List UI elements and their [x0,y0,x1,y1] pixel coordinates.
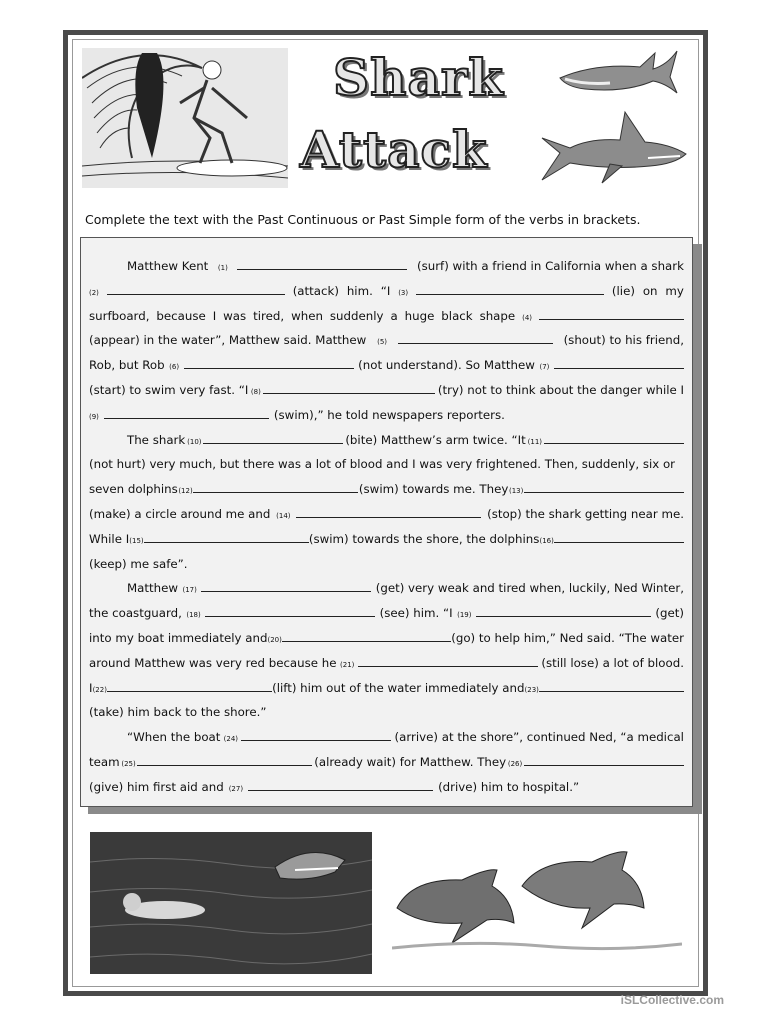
text-line [89,378,684,403]
answer-blank[interactable] [539,678,684,692]
answer-blank[interactable] [241,727,391,741]
answer-blank[interactable] [137,752,312,766]
text-segment: shape [479,308,516,323]
text-line [89,527,684,552]
surfer-drawing [82,48,288,188]
text-segment: (swim) towards the shore, the dolphins [308,531,540,546]
text-line [89,576,684,601]
text-segment: black [441,308,473,323]
gap-number: (13) [508,487,524,496]
gap-number: (16) [539,536,554,545]
answer-blank[interactable] [184,355,354,369]
text-line [89,725,684,750]
gap-number: (8) [250,387,261,396]
text-segment: “When the boat [127,730,221,745]
text-segment: (keep) me safe”. [89,556,188,571]
gap-number: (11) [527,437,543,446]
text-segment: (give) him first aid and [89,779,224,794]
shark-image-large [540,108,690,190]
gap-number: (23) [524,685,539,694]
gap-number: (20) [267,635,282,644]
answer-blank[interactable] [358,653,538,667]
answer-blank[interactable] [398,330,553,344]
text-segment: a [390,308,398,323]
answer-blank[interactable] [193,479,358,493]
gap-number: (27) [228,784,244,793]
text-segment: (not hurt) very much, but there was a lot of blood and I was very frightened. Then, suddenly, six or [89,457,676,472]
answer-blank[interactable] [205,603,375,617]
gap-number: (24) [223,735,239,744]
text-segment: when [291,308,323,323]
dolphins-photo [392,848,682,958]
answer-blank[interactable] [282,628,451,642]
text-segment: (get) [655,606,684,621]
gap-number: (14) [276,511,291,520]
text-line [89,403,684,428]
text-line [89,428,684,453]
gap-number: (4) [522,313,533,322]
text-line [89,279,684,304]
text-segment: (try) not to think about the danger while I [437,382,684,397]
gap-number: (17) [182,586,197,595]
answer-blank[interactable] [416,281,604,295]
text-segment: (swim),” he told newspapers reporters. [273,407,505,422]
text-line [89,304,684,329]
exercise-textbox [80,237,693,807]
text-line [89,502,684,527]
text-line [89,651,684,676]
answer-blank[interactable] [248,777,433,791]
title-attack: Attack [300,120,488,179]
text-segment: (lie) [611,283,635,298]
exercise-lines [89,254,684,800]
answer-blank[interactable] [104,405,269,419]
answer-blank[interactable] [539,306,684,320]
text-segment: around Matthew was very red because he [89,655,337,670]
text-line [89,750,684,775]
text-segment: (see) him. “I [379,606,453,621]
text-line [89,552,684,577]
answer-blank[interactable] [524,752,684,766]
gap-number: (25) [121,759,136,768]
text-segment: Rob, but Rob [89,358,165,373]
text-segment: seven dolphins [89,482,178,497]
text-segment: (take) him back to the shore.” [89,705,267,720]
gap-number: (19) [457,611,472,620]
gap-number: (10) [187,437,202,446]
gap-number: (12) [178,487,193,496]
text-segment: on [642,283,658,298]
answer-blank[interactable] [107,678,272,692]
answer-blank[interactable] [144,529,309,543]
text-segment: (start) to swim very fast. “I [89,382,249,397]
watermark-text: iSLCollective.com [620,993,724,1007]
text-segment: huge [404,308,435,323]
text-line [89,676,684,701]
text-segment: I [89,680,93,695]
text-segment: into my boat immediately and [89,630,268,645]
text-segment: (go) to help him,” Ned said. “The water [451,630,684,645]
text-segment: The shark [127,432,186,447]
text-segment: (lift) him out of the water immediately and [272,680,525,695]
answer-blank[interactable] [554,355,684,369]
text-segment: (shout) to his friend, [563,333,684,348]
text-segment: (surf) with a friend in California when a shark [416,259,684,273]
text-segment: (swim) towards me. They [358,482,509,497]
gap-number: (21) [340,660,355,669]
text-segment: “I [380,283,391,298]
text-line [89,601,684,626]
text-segment: was [223,308,247,323]
text-segment: surfboard, [89,308,150,323]
text-line [89,626,684,651]
gap-number: (15) [129,536,144,545]
text-segment: (drive) him to hospital.” [438,779,580,794]
gap-number: (18) [186,611,201,620]
text-segment: (appear) in the water”, Matthew said. Matthew [89,333,367,348]
gap-number: (6) [169,363,180,372]
gap-number: (9) [89,412,99,421]
text-line [89,452,684,477]
text-segment: (attack) [292,283,339,298]
text-segment: (stop) the shark getting near me. [487,506,684,521]
text-segment: Matthew Kent [127,259,209,273]
surfer-illustration [82,48,288,188]
title-shark: Shark [333,48,504,107]
text-segment: tired, [253,308,285,323]
answer-blank[interactable] [201,578,371,592]
swimmer-shark-photo [90,832,372,974]
text-segment: I [212,308,217,323]
text-segment: (still lose) a lot of blood. [541,655,684,670]
text-segment: my [665,283,684,298]
text-line [89,353,684,378]
text-segment: team [89,754,120,769]
shark-image-small [555,45,680,100]
gap-number: (7) [539,363,550,372]
text-segment: (arrive) at the shore”, continued Ned, “a medical [394,730,684,745]
answer-blank[interactable] [296,504,481,518]
instruction-text: Complete the text with the Past Continuous or Past Simple form of the verbs in brackets. [85,212,641,227]
text-segment: (not understand). So Matthew [358,358,535,373]
gap-number: (1) [217,264,228,272]
answer-blank[interactable] [263,380,435,394]
text-line [89,477,684,502]
gap-number: (2) [89,288,99,297]
text-line [89,700,684,725]
gap-number: (3) [398,288,409,297]
text-segment: (already wait) for Matthew. They [314,754,507,769]
text-segment: (make) a circle around me and [89,506,271,521]
text-segment: While I [89,531,130,546]
text-segment: suddenly [329,308,384,323]
answer-blank[interactable] [107,281,285,295]
gap-number: (22) [92,685,107,694]
answer-blank[interactable] [544,430,684,444]
text-segment: because [156,308,206,323]
text-line [89,328,684,353]
answer-blank[interactable] [524,479,684,493]
gap-number: (26) [507,759,523,768]
text-segment: Matthew [127,581,179,596]
text-line [89,775,684,800]
answer-blank[interactable] [476,603,651,617]
answer-blank[interactable] [237,256,407,270]
text-segment: him. [346,283,373,298]
text-segment: (get) very weak and tired when, luckily, Ned Winter, [375,581,684,596]
gap-number: (5) [377,338,388,347]
text-segment: (bite) Matthew’s arm twice. “It [345,432,526,447]
text-segment: the coastguard, [89,606,182,621]
answer-blank[interactable] [554,529,684,543]
text-line [89,254,684,279]
answer-blank[interactable] [203,430,343,444]
